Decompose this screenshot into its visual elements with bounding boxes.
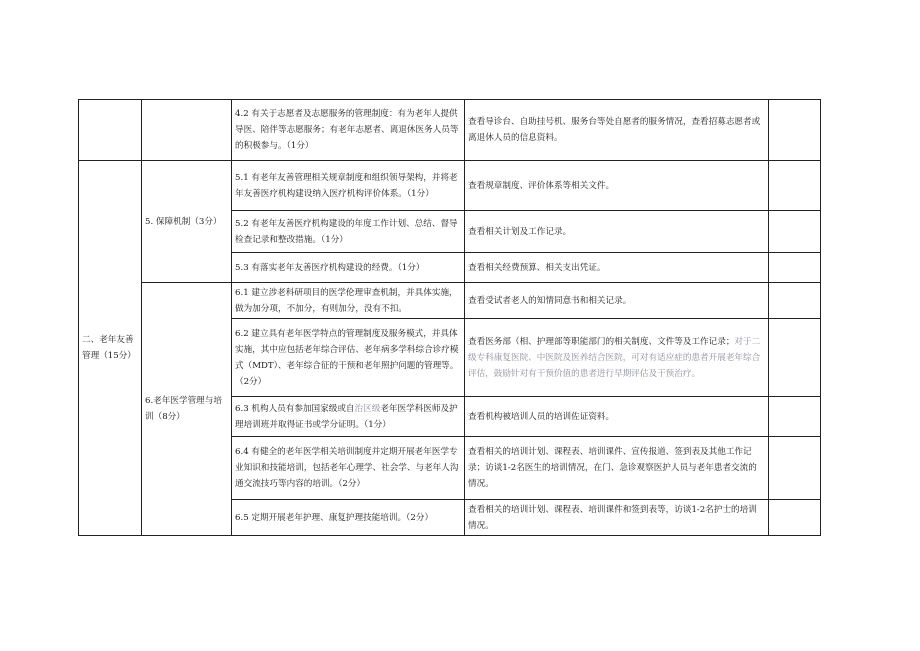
method-note: 对于二级专科康复医院、中医院及医养结合医院，可对有适应症的患者开展老年综合评估，鼓励针对有干预价值的患者进行早期评估及干预治疗。 bbox=[468, 336, 761, 379]
score-cell bbox=[769, 211, 821, 253]
table-row bbox=[79, 100, 821, 161]
method-text: 查看医务部（相、护理部等职能部门的相关制度、文件等及工作记录； bbox=[468, 336, 735, 347]
item-text: 老年医学科医师及护理培训班并取得证书或学分证明。（1分） bbox=[235, 403, 458, 430]
table-row bbox=[79, 283, 821, 319]
method-cell: 查看规章制度、评价体系等相关文件。 bbox=[465, 161, 769, 211]
method-cell: 查看相关经费预算、相关支出凭证。 bbox=[465, 253, 769, 283]
score-cell bbox=[769, 100, 821, 161]
score-cell bbox=[769, 437, 821, 500]
item-text: 6.3 机构人员有参加国家级或自 bbox=[235, 403, 355, 414]
score-cell bbox=[769, 397, 821, 437]
subcategory-cell: 5. 保障机制（3分） bbox=[142, 161, 232, 283]
score-cell bbox=[769, 253, 821, 283]
score-cell bbox=[769, 500, 821, 536]
item-cell: 6.2 建立具有老年医学特点的管理制度及服务模式，并具体实施，其中应包括老年综合评估、老年病多学科综合诊疗模式（MDT）、老年综合征的干预和老年照护问题的管理等。（2分） bbox=[232, 319, 465, 397]
method-cell: 查看受试者老人的知情同意书和相关记录。 bbox=[465, 283, 769, 319]
item-note: 治区级 bbox=[354, 403, 381, 414]
method-cell: 查看机构被培训人员的培训佐证资料。 bbox=[465, 397, 769, 437]
item-cell bbox=[232, 397, 465, 437]
method-cell: 查看相关计划及工作记录。 bbox=[465, 211, 769, 253]
table-row bbox=[79, 161, 821, 211]
evaluation-table bbox=[78, 99, 821, 536]
method-cell: 查看导诊台、自助挂号机、服务台等处自愿者的服务情况，查看招募志愿者或离退休人员的信息资料。 bbox=[465, 100, 769, 161]
subcategory-cell bbox=[142, 100, 232, 161]
category-cell: 二、老年友善管理（15分） bbox=[79, 161, 142, 536]
method-cell: 查看相关的培训计划、课程表、培训课件、宣传报道、签到表及其他工作记录；访谈1-2名医生的培训情况，在门、急诊观察医护人员与老年患者交流的情况。 bbox=[465, 437, 769, 500]
item-cell: 5.2 有老年友善医疗机构建设的年度工作计划、总结、督导检查记录和整改措施。（1分） bbox=[232, 211, 465, 253]
item-cell: 5.3 有落实老年友善医疗机构建设的经费。（1分） bbox=[232, 253, 465, 283]
score-cell bbox=[769, 283, 821, 319]
item-cell: 6.4 有健全的老年医学相关培训制度并定期开展老年医学专业知识和技能培训，包括老年心理学、社会学、与老年人沟通交流技巧等内容的培训。（2分） bbox=[232, 437, 465, 500]
item-cell: 4.2 有关于志愿者及志愿服务的管理制度：有为老年人提供导医、陪伴等志愿服务；有老年志愿者、离退休医务人员等的积极参与。（1分） bbox=[232, 100, 465, 161]
method-cell bbox=[465, 319, 769, 397]
item-cell: 6.1 建立涉老科研项目的医学伦理审查机制，并具体实施，做为加分项，不加分，有则加分，没有不扣。 bbox=[232, 283, 465, 319]
subcategory-cell: 6.老年医学管理与培训（8分） bbox=[142, 283, 232, 536]
method-cell: 查看相关的培训计划、课程表、培训课件和签到表等，访谈1-2名护士的培训情况。 bbox=[465, 500, 769, 536]
category-cell bbox=[79, 100, 142, 161]
item-cell: 6.5 定期开展老年护理、康复护理技能培训。（2分） bbox=[232, 500, 465, 536]
score-cell bbox=[769, 319, 821, 397]
item-cell: 5.1 有老年友善管理相关规章制度和组织领导架构，并将老年友善医疗机构建设纳入医疗机构评价体系。（1分） bbox=[232, 161, 465, 211]
score-cell bbox=[769, 161, 821, 211]
